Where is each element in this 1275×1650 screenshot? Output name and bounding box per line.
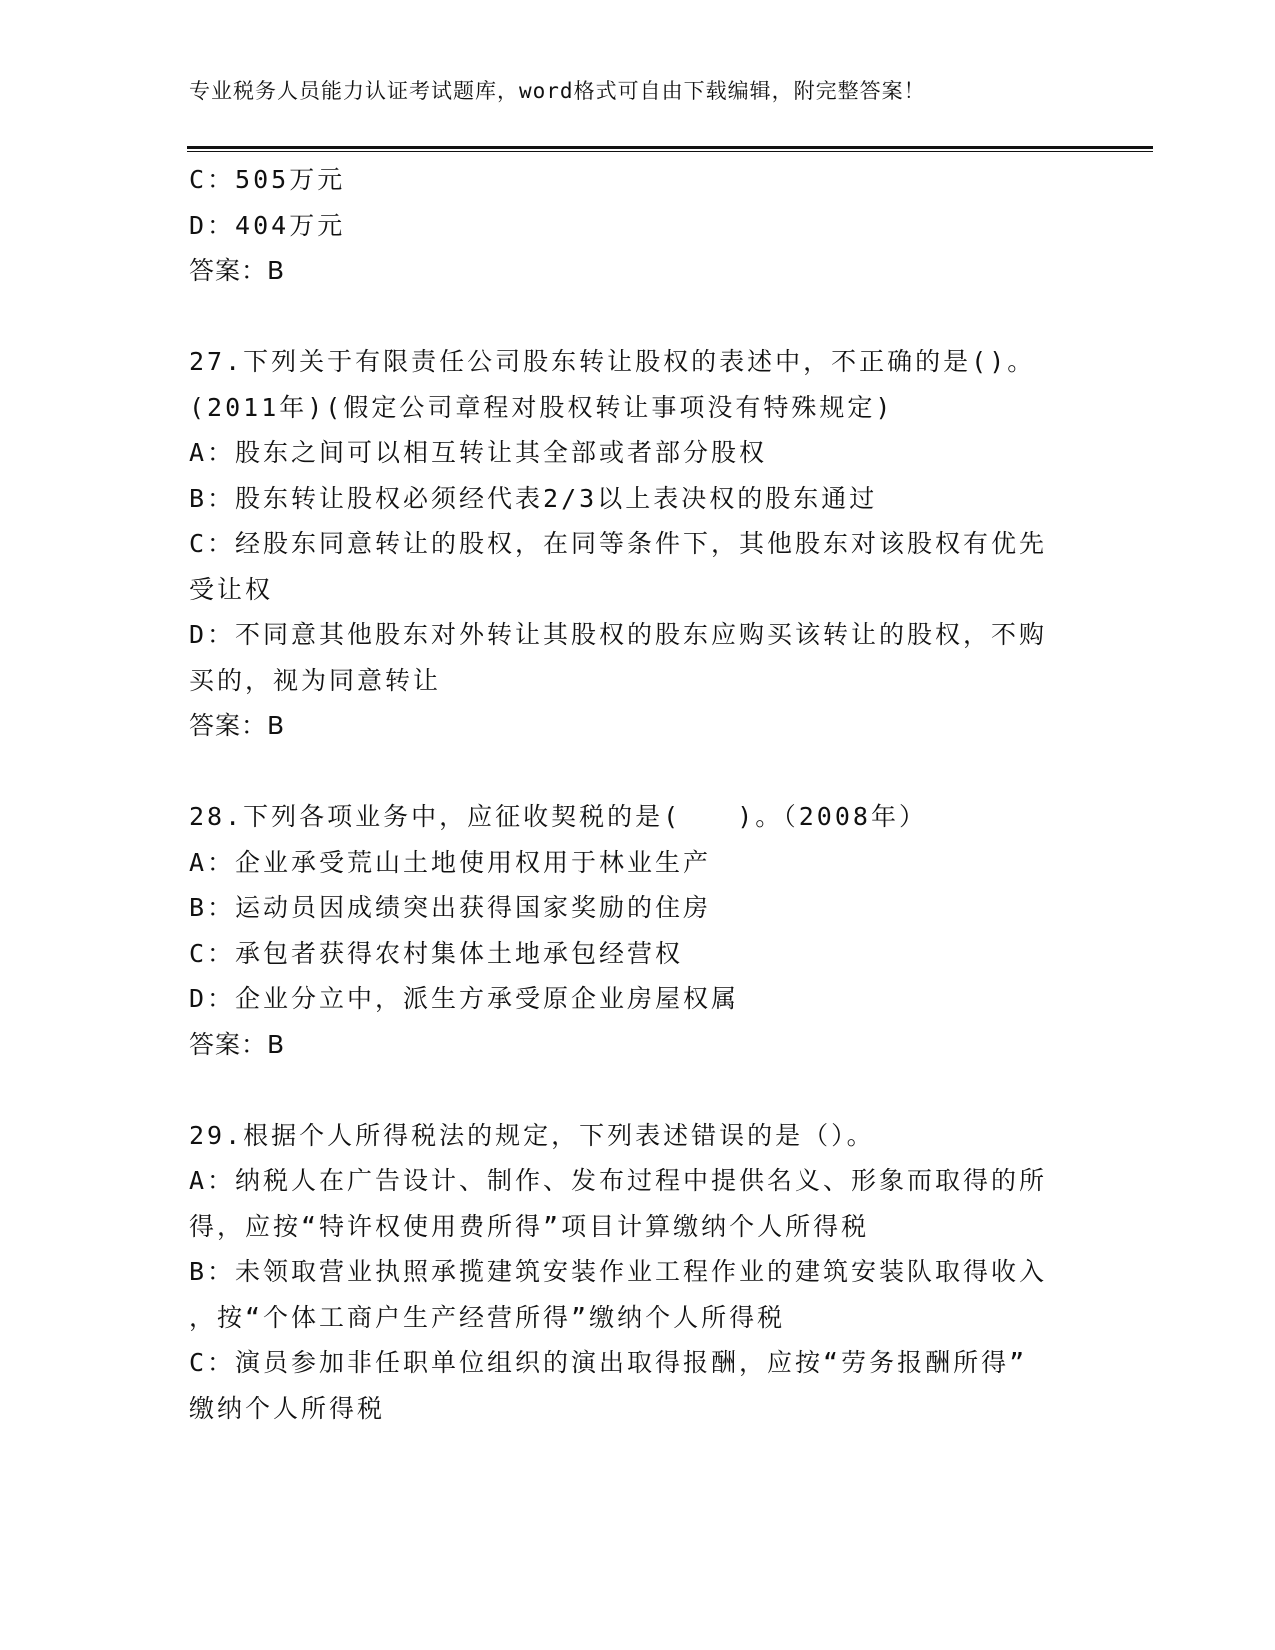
option-line: 缴纳个人所得税	[189, 1393, 386, 1423]
question-stem: (2011年)(假定公司章程对股权转让事项没有特殊规定)	[189, 392, 894, 422]
spacer	[189, 294, 1089, 340]
header-rule-thick	[187, 146, 1153, 149]
option-line: B：运动员因成绩突出获得国家奖励的住房	[189, 893, 712, 922]
question-stem: 29.根据个人所得税法的规定，下列表述错误的是（）。	[189, 1120, 875, 1150]
option-line: 受让权	[189, 574, 274, 604]
prev-question-tail	[189, 157, 1089, 294]
option-line: B：未领取营业执照承揽建筑安装作业工程作业的建筑安装队取得收入	[189, 1257, 1048, 1286]
option-line: D：企业分立中，派生方承受原企业房屋权属	[189, 984, 740, 1013]
option-line: A：股东之间可以相互转让其全部或者部分股权	[189, 438, 768, 467]
option-line: B：股东转让股权必须经代表2/3以上表决权的股东通过	[189, 483, 878, 513]
question-stem: 27.下列关于有限责任公司股东转让股权的表述中，不正确的是()。	[189, 347, 1036, 376]
spacer	[189, 1067, 1089, 1113]
option-line: A：纳税人在广告设计、制作、发布过程中提供名义、形象而取得的所	[189, 1166, 1048, 1195]
answer-line: 答案：B	[189, 256, 286, 285]
option-line: A：企业承受荒山土地使用权用于林业生产	[189, 847, 712, 877]
answer-line: 答案：B	[189, 711, 286, 740]
option-line: C：演员参加非任职单位组织的演出取得报酬，应按“劳务报酬所得”	[189, 1348, 1028, 1377]
answer-line: 答案：B	[189, 1029, 286, 1059]
question-stem: 28.下列各项业务中，应征收契税的是( )。（2008年）	[189, 802, 927, 831]
option-line: 买的，视为同意转让	[189, 665, 442, 695]
option-line: ，按“个体工商户生产经营所得”缴纳个人所得税	[189, 1302, 786, 1332]
option-line: C：经股东同意转让的股权，在同等条件下，其他股东对该股权有优先	[189, 529, 1048, 558]
option-line: D：不同意其他股东对外转让其股权的股东应购买该转让的股权，不购	[189, 620, 1048, 649]
question-29	[189, 1113, 1089, 1432]
page-header: 专业税务人员能力认证考试题库，word格式可自由下载编辑，附完整答案！	[189, 79, 926, 103]
option-line: C：505万元	[189, 165, 346, 194]
option-line: 得，应按“特许权使用费所得”项目计算缴纳个人所得税	[189, 1211, 870, 1241]
option-line: D：404万元	[189, 210, 346, 240]
spacer	[189, 749, 1089, 795]
question-28	[189, 794, 1089, 1067]
header-rule-thin	[187, 151, 1153, 152]
option-line: C：承包者获得农村集体土地承包经营权	[189, 938, 684, 968]
document-body	[189, 157, 1089, 1431]
question-27	[189, 339, 1089, 749]
